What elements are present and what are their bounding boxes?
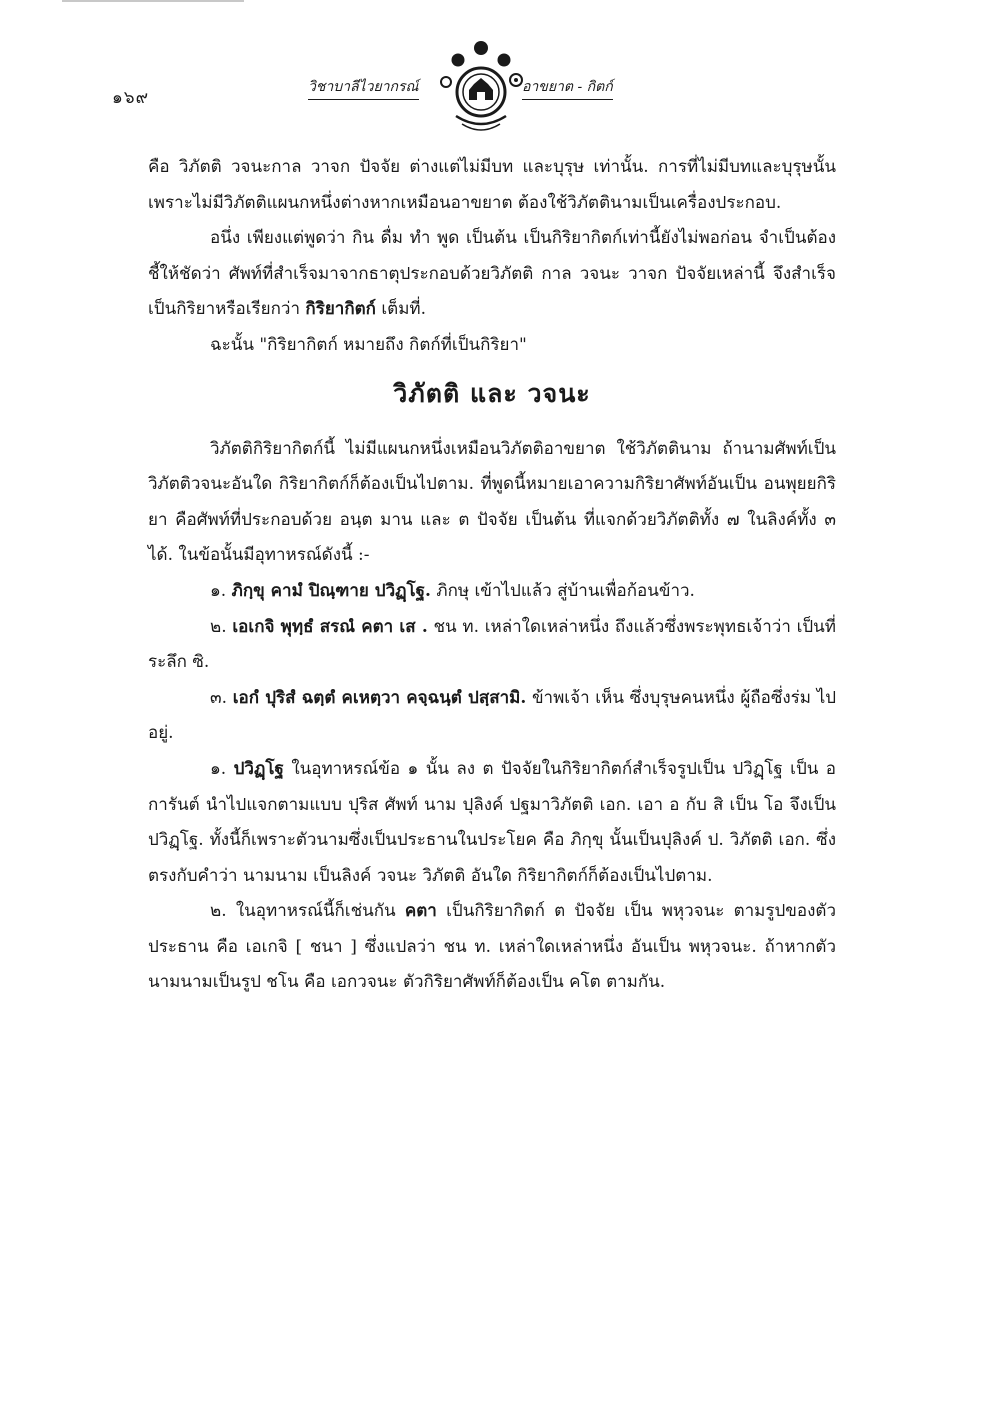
explanation-2-number: ๒. — [210, 901, 227, 922]
example-2-pali: เอเกจิ พุทฺธํ สรณํ คตา เส . — [232, 616, 428, 637]
example-3 — [148, 681, 836, 752]
explanation-1 — [148, 752, 836, 894]
explanation-1-bold-term: ปวิฏฺโฐ — [233, 758, 284, 779]
example-2 — [148, 610, 836, 681]
explanation-1-number: ๑. — [210, 758, 227, 779]
paragraph-4: วิภัตติกิริยากิตก์นี้ ไม่มีแผนกหนึ่งเหมือนวิภัตติอาขยาต ใช้วิภัตตินาม ถ้านามศัพท์เป็นวิภัตติวจนะอันใด กิริยากิตก์ก็ต้องเป็นไปตาม. ที่พูดนี้หมายเอาความกิริยาศัพท์อันเป็น อนพุยยกิริยา คือศัพท์ที่ประกอบด้วย อนฺต มาน และ ต ปัจจัย เป็นต้น ที่แจกด้วยวิภัตติทั้ง ๗ ในลิงค์ทั้ง ๓ ได้. ในข้อนั้นมีอุทาหรณ์ดังนี้ :- — [148, 438, 836, 566]
paragraph-2-bold-term: กิริยากิตก์ — [305, 299, 376, 320]
paragraph-2-end: เต็มที่. — [381, 299, 427, 320]
paragraph-1: คือ วิภัตติ วจนะกาล วาจก ปัจจัย ต่างแต่ไม่มีบท และบุรุษ เท่านั้น. การที่ไม่มีบทและบุรุษนั้น เพราะไม่มีวิภัตติแผนกหนึ่งต่างหากเหมือนอาขยาต ต้องใช้วิภัตตินามเป็นเครื่องประกอบ. — [148, 157, 836, 213]
explanation-2 — [148, 894, 836, 1001]
page-number: ๑๖๙ — [112, 88, 150, 108]
example-1-thai: ภิกษุ เข้าไปแล้ว สู่บ้านเพื่อก้อนข้าว. — [436, 580, 695, 601]
emblem-logo — [438, 40, 524, 136]
example-1 — [148, 574, 836, 610]
paragraph-3: ฉะนั้น "กิริยากิตก์ หมายถึง กิตก์ที่เป็นกิริยา" — [210, 334, 527, 355]
example-3-thai: ข้าพเจ้า เห็น ซึ่งบุรุษคนหนึ่ง ผู้ถือซึ่งร่ม ไปอยู่. — [148, 687, 837, 744]
example-1-pali: ภิกฺขุ คามํ ปิณฺฑาย ปวิฏฺโฐ. — [231, 580, 431, 601]
example-1-number: ๑. — [210, 580, 227, 601]
page-header — [0, 40, 1000, 140]
page-body — [148, 150, 836, 1001]
running-title-left: วิชาบาลีไวยากรณ์ — [308, 76, 419, 100]
example-3-number: ๓. — [210, 687, 228, 708]
explanation-2-text-b: เป็นกิริยากิตก์ ต ปัจจัย เป็น พหุวจนะ ตามรูปของตัวประธาน คือ เอเกจิ [ ชนา ] ซึ่งแปลว่า ชน ท. เหล่าใดเหล่าหนึ่ง อันเป็น พหุวจนะ. ถ้าหากตัวนามนามเป็นรูป ชโน คือ เอกวจนะ ตัวกิริยาศัพท์ก็ต้องเป็น คโต ตามกัน. — [148, 901, 837, 993]
example-2-number: ๒. — [210, 616, 227, 637]
explanation-2-text-a: ในอุทาหรณ์นี้ก็เช่นกัน — [235, 901, 396, 922]
paragraph-2-text: อนึ่ง เพียงแต่พูดว่า กิน ดื่ม ทำ พูด เป็นต้น เป็นกิริยากิตก์เท่านี้ยังไม่พอก่อน จำเป็นต้องชี้ให้ชัดว่า ศัพท์ที่สำเร็จมาจากธาตุประกอบด้วยวิภัตติ กาล วจนะ วาจก ปัจจัยเหล่านี้ จึงสำเร็จเป็นกิริยาหรือเรียกว่า — [148, 228, 836, 320]
paragraph-2 — [148, 221, 836, 328]
explanation-2-bold-term: คตา — [404, 901, 437, 922]
example-3-pali: เอกํ ปุริสํ ฉตฺตํ คเหตฺวา คจฺฉนฺตํ ปสฺสามิ. — [232, 687, 527, 708]
section-heading: วิภัตติ และ วจนะ — [393, 378, 591, 408]
top-edge-rule — [62, 0, 244, 2]
explanation-1-text: ในอุทาหรณ์ข้อ ๑ นั้น ลง ต ปัจจัยในกิริยากิตก์สำเร็จรูปเป็น ปวิฏฺโฐ เป็น อ การันต์ นำไปแจกตามแบบ ปุริส ศัพท์ นาม ปุลิงค์ ปฐมาวิภัตติ เอก. เอา อ กับ สิ เป็น โอ จึงเป็น ปวิฏฺโฐ. ทั้งนี้ก็เพราะตัวนามซึ่งเป็นประธานในประโยค คือ ภิกฺขุ นั้นเป็นปุลิงค์ ป. วิภัตติ เอก. ซึ่งตรงกับคำว่า นามนาม เป็นลิงค์ วจนะ วิภัตติ อันใด กิริยากิตก์ก็ต้องเป็นไปตาม. — [148, 758, 837, 886]
running-title-right: อาขยาต - กิตก์ — [522, 76, 613, 100]
example-2-thai: ชน ท. เหล่าใดเหล่าหนึ่ง ถึงแล้วซึ่งพระพุทธเจ้าว่า เป็นที่ระลึก ซิ. — [148, 616, 837, 673]
